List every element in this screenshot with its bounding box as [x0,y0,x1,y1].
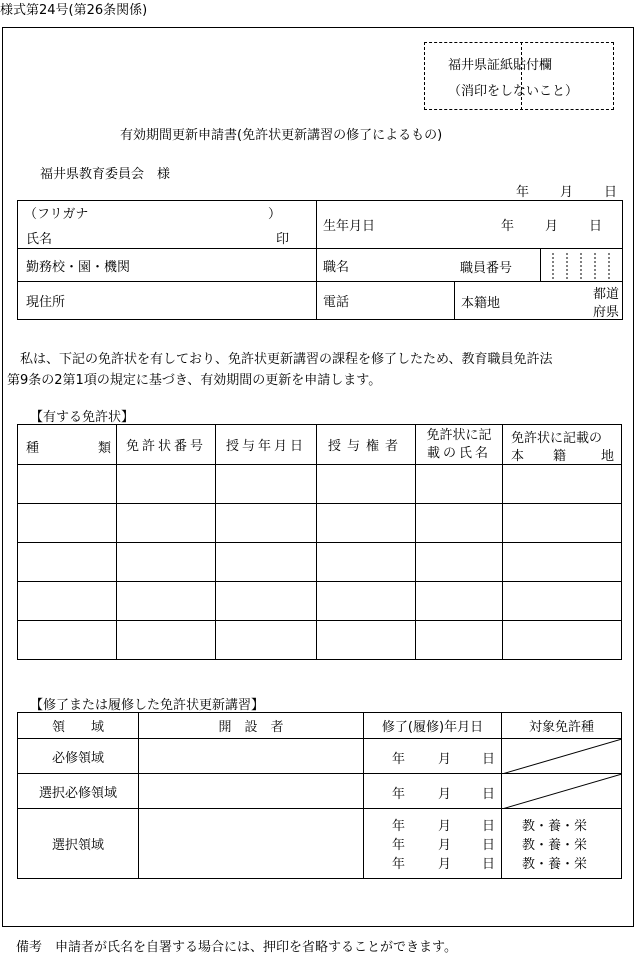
stamp-label: 福井県証紙貼付欄 [448,58,553,73]
col-completion-label: 修了(履修)年月日 [381,720,484,735]
date-day: 日 [604,185,618,200]
col-license-type-label: 対象免許種 [528,720,594,735]
domicile-label: 本籍地 [461,296,501,311]
birth-cell[interactable] [317,201,623,249]
col-completion [364,713,502,739]
col-number [117,425,216,465]
address-cell[interactable] [18,282,317,320]
col-date-label: 授与年月日 [225,439,306,454]
month-mark: 月 [438,787,452,802]
cell[interactable] [317,621,416,660]
statement-line-1: 私は、下記の免許状を有しており、免許状更新講習の課程を修了したため、教育職員免許法 [7,352,553,367]
col-type-b: 類 [98,441,112,456]
year-mark: 年 [392,838,406,853]
cell[interactable] [18,582,117,621]
furigana-close: ） [268,207,282,222]
col-name-1: 免許状に記 [426,427,492,443]
cell[interactable] [216,621,317,660]
year-mark: 年 [392,857,406,872]
form-title: 有効期間更新申請書(免許状更新講習の修了によるもの) [120,128,443,143]
staff-no-cell[interactable] [460,249,623,282]
footnote: 備考 申請者が氏名を自署する場合には、押印を省略することができます。 [16,940,457,955]
col-number-label: 免許状番号 [125,439,206,454]
col-license-type [502,713,622,739]
month-mark: 月 [438,838,452,853]
staff-no-label: 職員番号 [460,261,513,276]
addressee: 福井県教育委員会 様 [40,167,171,182]
birth-month: 月 [545,219,559,234]
col-license-domicile [503,425,622,465]
cell[interactable] [416,582,503,621]
license-type-struck [502,739,622,774]
form-number: 様式第24号(第26条関係) [0,3,148,18]
row-elective-text: 選択領域 [51,838,104,853]
strike-line [502,739,622,774]
cell[interactable] [117,582,216,621]
row-elective-required-text: 選択必修領域 [38,785,117,801]
year-mark: 年 [392,787,406,802]
course-row-elective [18,809,622,879]
col-type-a: 種 [26,441,40,456]
col-authority-label: 授与権者 [327,439,404,454]
license-row [18,465,622,504]
address-label: 現住所 [26,295,66,310]
applicant-table [17,200,623,320]
course-row-elective-required [18,774,622,809]
cell[interactable] [503,465,622,504]
phone-label: 電話 [323,295,350,310]
name-label: 氏名 [26,232,53,247]
cell[interactable] [18,504,117,543]
year-mark: 年 [392,752,406,767]
col-domicile-2a: 本 [511,449,525,464]
cell[interactable] [503,504,622,543]
day-mark: 日 [482,838,496,853]
col-organizer-label: 開 設 者 [218,720,284,735]
cell[interactable] [416,465,503,504]
position-label: 職名 [323,259,350,275]
phone-cell[interactable] [317,282,455,320]
month-mark: 月 [438,857,452,872]
date-cell[interactable] [364,739,502,774]
cell[interactable] [503,621,622,660]
date-cell[interactable] [364,774,502,809]
birth-year: 年 [501,219,515,234]
license-row [18,504,622,543]
cell[interactable] [216,582,317,621]
birth-label: 生年月日 [323,219,376,234]
cell[interactable] [139,774,364,809]
cell[interactable] [317,465,416,504]
license-kinds: 教・養・栄 [522,838,588,853]
col-domicile-1: 免許状に記載の [511,431,603,446]
cell[interactable] [503,582,622,621]
license-kinds: 教・養・栄 [522,857,588,872]
license-kinds: 教・養・栄 [522,819,588,834]
day-mark: 日 [482,819,496,834]
school-label: 勤務校・園・機関 [26,259,131,275]
school-cell[interactable] [18,249,317,282]
cell[interactable] [18,543,117,582]
license-row [18,543,622,582]
col-date [216,425,317,465]
cell[interactable] [117,621,216,660]
col-area [18,713,139,739]
col-type [18,425,117,465]
cell[interactable] [117,465,216,504]
cell[interactable] [18,621,117,660]
col-authority [317,425,416,465]
name-cell[interactable] [18,201,317,249]
cell[interactable] [317,543,416,582]
cell[interactable] [503,543,622,582]
license-kinds-cell[interactable] [502,809,622,879]
stamp-divider [521,42,522,110]
cell[interactable] [317,504,416,543]
seal-mark: 印 [276,232,290,247]
cell[interactable] [117,504,216,543]
year-mark: 年 [392,819,406,834]
license-row [18,582,622,621]
month-mark: 月 [438,819,452,834]
cell[interactable] [216,504,317,543]
col-license-name [416,425,503,465]
license-type-struck [502,774,622,809]
cell[interactable] [139,809,364,879]
cell[interactable] [216,465,317,504]
course-row-required [18,739,622,774]
date-cell[interactable] [364,809,502,879]
cell[interactable] [139,739,364,774]
month-mark: 月 [438,752,452,767]
strike-line [502,774,622,809]
courses-table [17,712,622,879]
licenses-table [17,424,622,660]
stamp-note: （消印をしないこと） [448,84,579,99]
cell[interactable] [18,465,117,504]
cell[interactable] [416,543,503,582]
cell[interactable] [216,543,317,582]
day-mark: 日 [482,857,496,872]
row-required-text: 必修領域 [51,750,104,766]
cell[interactable] [317,582,416,621]
day-mark: 日 [482,787,496,802]
statement-line-2: 第9条の2第1項の規定に基づき、有効期間の更新を申請します。 [7,373,382,388]
cell[interactable] [117,543,216,582]
license-row [18,621,622,660]
row-elective-required-label [18,774,139,809]
staff-no-boxes [541,249,623,282]
col-organizer [139,713,364,739]
cell[interactable] [416,504,503,543]
domicile-cell[interactable] [455,282,623,320]
col-domicile-2c: 地 [601,449,615,464]
licenses-heading: 【有する免許状】 [30,410,135,425]
row-required-label [18,739,139,774]
pref-bottom: 府県 [593,305,620,320]
col-domicile-2b: 籍 [553,449,567,464]
stamp-box [424,42,614,110]
birth-day: 日 [589,219,603,234]
day-mark: 日 [482,752,496,767]
col-area-label: 領 域 [51,720,104,735]
col-name-2: 載の氏名 [426,445,491,461]
courses-heading: 【修了または履修した免許状更新講習】 [30,698,265,713]
pref-top: 都道 [593,287,620,302]
furigana-label: （フリガナ [24,207,89,222]
cell[interactable] [416,621,503,660]
row-elective-label [18,809,139,879]
date-month: 月 [560,185,574,200]
date-year: 年 [516,185,530,200]
